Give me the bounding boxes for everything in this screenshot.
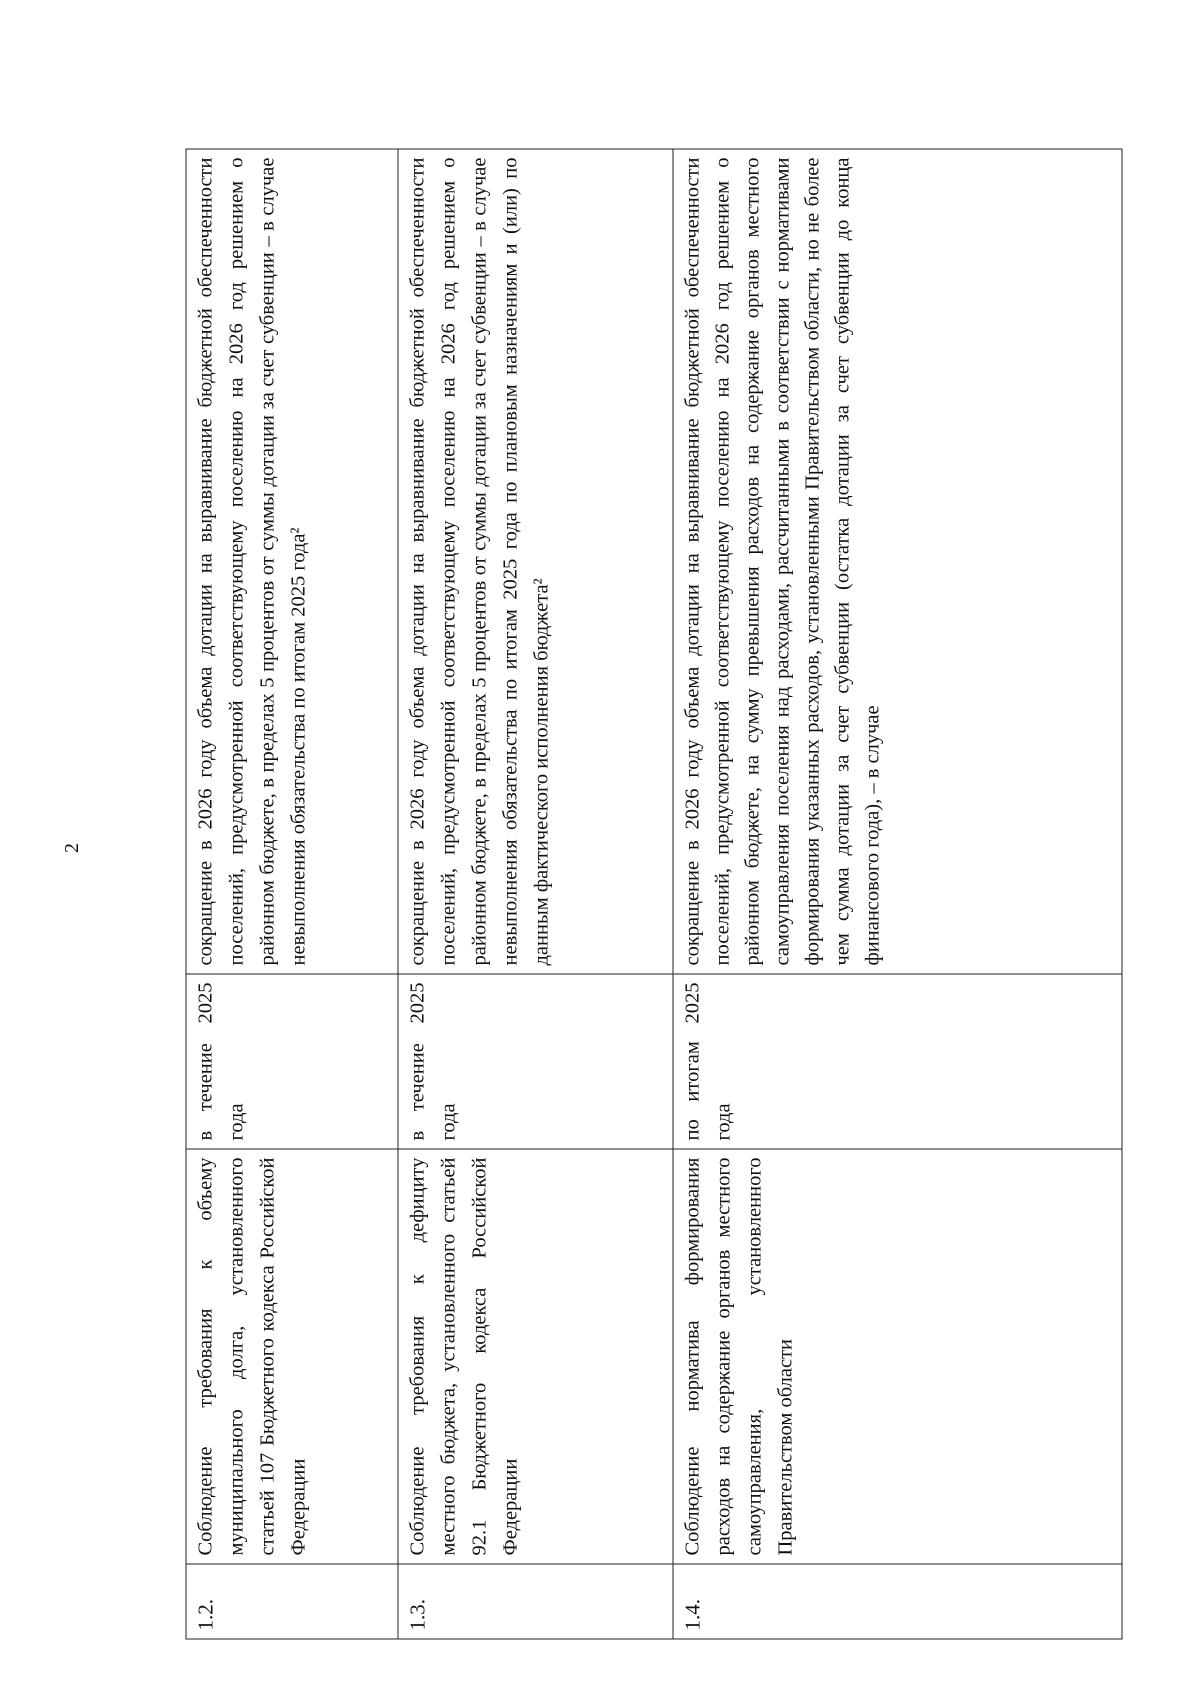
requirement-cell: Соблюдение требования к дефициту местного бюджета, установленного статьей 92.1 Бюджетного кодекса Российской Федерации <box>398 1149 673 1564</box>
table-row <box>673 149 1122 1639</box>
row-number: 1.4. <box>673 1564 1122 1639</box>
table-row <box>398 149 673 1639</box>
measure-cell: сокращение в 2026 году объема дотации на выравнивание бюджетной обеспеченности поселений, предусмотренной соответствующему поселению на 2026 год решением о районном бюджете, на сумму превышения расходов на содержание органов местного самоуправления поселения над расходами, рассчитанными в соответствии с нормативами формирования указанных расходов, установленными Правительством области, но не более чем сумма дотации за счет субвенции (остатка дотации за счет субвенции до конца финансового года), – в случае <box>673 149 1122 974</box>
term-cell: в течение 2025 года <box>398 974 673 1149</box>
obligations-table <box>186 148 1123 1639</box>
page-number: 2 <box>61 843 83 853</box>
row-number: 1.3. <box>398 1564 673 1639</box>
measure-cell: сокращение в 2026 году объема дотации на выравнивание бюджетной обеспеченности поселений, предусмотренной соответствующему поселению на 2026 год решением о районном бюджете, в пределах 5 процентов от суммы дотации за счет субвенции – в случае невыполнения обязательства по итогам 2025 года² <box>186 149 398 974</box>
row-number: 1.2. <box>186 1564 398 1639</box>
measure-cell: сокращение в 2026 году объема дотации на выравнивание бюджетной обеспеченности поселений, предусмотренной соответствующему поселению на 2026 год решением о районном бюджете, в пределах 5 процентов от суммы дотации за счет субвенции – в случае невыполнения обязательства по итогам 2025 года по плановым назначениям и (или) по данным фактического исполнения бюджета² <box>398 149 673 974</box>
requirement-cell: Соблюдение норматива формирования расходов на содержание органов местного самоуправления, установленного Правительством области <box>673 1149 1122 1564</box>
obligations-table-rotated <box>186 149 1101 1639</box>
term-cell: в течение 2025 года <box>186 974 398 1149</box>
term-cell: по итогам 2025 года <box>673 974 1122 1149</box>
requirement-cell: Соблюдение требования к объему муниципального долга, установленного статьей 107 Бюджетного кодекса Российской Федерации <box>186 1149 398 1564</box>
table-row <box>186 149 398 1639</box>
